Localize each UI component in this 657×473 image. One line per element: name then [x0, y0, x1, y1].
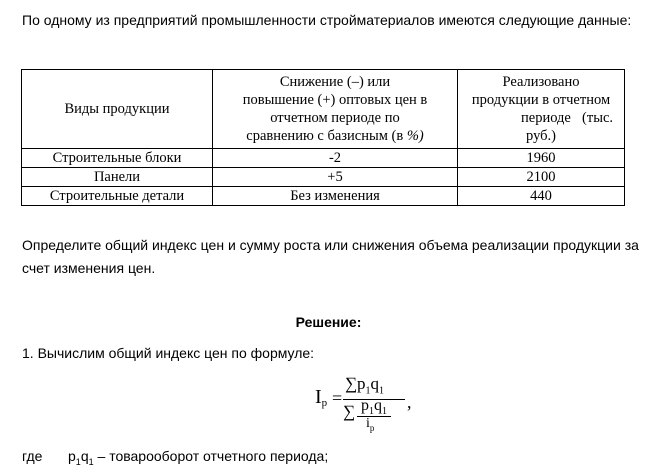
question-text: Определите общий индекс цен и сумму роста или снижения объема реализации продукции за счет изменения цен. [22, 237, 639, 276]
step-1-text: 1. Вычислим общий индекс цен по формуле: [22, 345, 315, 361]
table-row [22, 187, 625, 206]
cell-sales: 440 [458, 187, 625, 206]
cell-product: Строительные детали [22, 187, 213, 206]
where-label: где [22, 448, 43, 464]
header-sales: Реализовано продукции в отчетном периоде (тыс. руб.) [458, 70, 625, 149]
where-definition: $p_1q_1$ – товарооборот отчетного периода; [68, 448, 329, 467]
formula-comma: , [407, 392, 412, 412]
formula-sum-numerator: ∑ [345, 374, 358, 393]
cell-change: Без изменения [213, 187, 458, 206]
header-price-change: Снижение (–) или повышение (+) оптовых цен в отчетном периоде по сравнению с базисным (в %) [213, 70, 458, 149]
cell-sales: 1960 [458, 149, 625, 168]
price-index-formula [315, 372, 425, 436]
cell-change: +5 [213, 168, 458, 187]
formula-numerator: $p_1q_1$ [357, 374, 384, 397]
solution-heading: Решение: [295, 314, 362, 330]
cell-product: Строительные блоки [22, 149, 213, 168]
formula-sum-denominator: ∑ [343, 402, 356, 421]
cell-product: Панели [22, 168, 213, 187]
formula-denominator-bottom: $i_p$ [366, 416, 375, 433]
table-header-row [22, 70, 625, 149]
data-table [21, 69, 625, 206]
table-row [22, 149, 625, 168]
formula-lhs: $I_p$ [315, 386, 328, 409]
header-product-type: Виды продукции [22, 70, 213, 149]
intro-text: По одному из предприятий промышленности стройматериалов имеются следующие данные: [22, 12, 632, 28]
table-row [22, 168, 625, 187]
formula-equals: = [332, 388, 343, 408]
cell-change: -2 [213, 149, 458, 168]
formula-denominator-top: $p_1q_1$ [361, 397, 387, 418]
cell-sales: 2100 [458, 168, 625, 187]
